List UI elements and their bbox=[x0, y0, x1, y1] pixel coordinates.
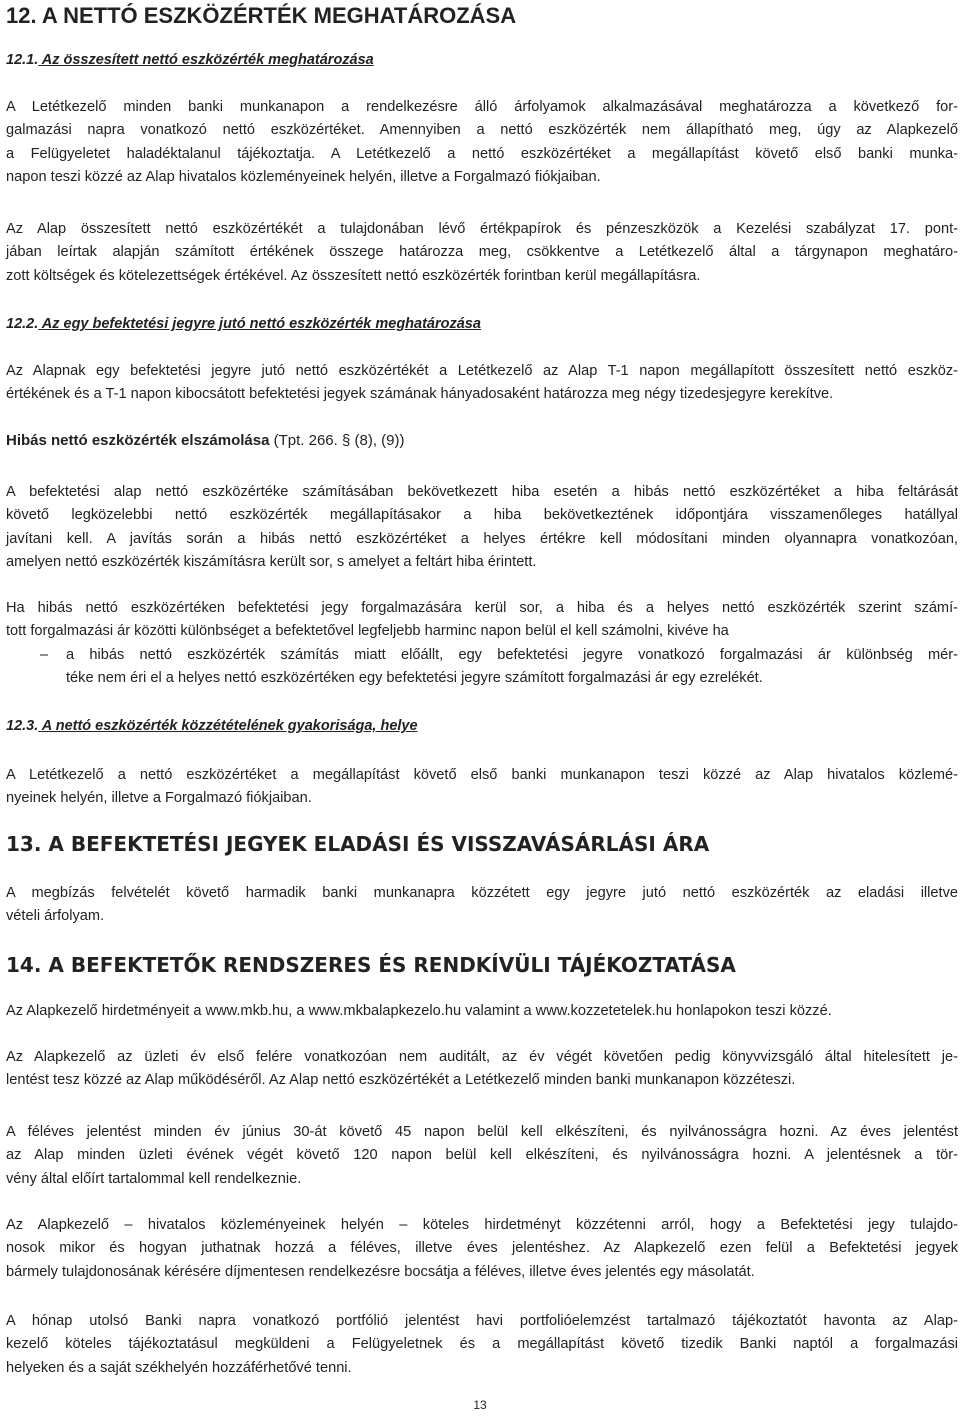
subsection-12-3-number: 12.3. bbox=[6, 718, 39, 734]
section-14-heading: 14. A BEFEKTETŐK RENDSZERES ÉS RENDKÍVÜLI TÁJÉKOZTATÁSA bbox=[6, 953, 736, 977]
subsection-12-1-title: Az összesített nettó eszközérték meghatározása bbox=[41, 52, 374, 68]
subheading-error-settlement bbox=[6, 432, 405, 449]
paragraph-line: vény által előírt tartalommal kell rendelkeznie. bbox=[6, 1170, 302, 1187]
paragraph-12-2-b bbox=[6, 481, 958, 574]
subsection-12-3-heading bbox=[6, 718, 418, 734]
paragraph-line: A Letétkezelő a nettó eszközértéket a megállapítást követő első banki munkanapon teszi közzé az Alap hivatalos közlemé- bbox=[6, 767, 958, 783]
paragraph-line: helyeken és a saját székhelyén hozzáférhetővé tenni. bbox=[6, 1359, 352, 1376]
paragraph-line: javítani kell. A javítás során a hibás nettó eszközértéket a helyes értékre kell módosítani minden olyannapra vonatkozóan, bbox=[6, 530, 958, 547]
paragraph-line: nosok mikor és hogyan juthatnak hozzá a féléves, illetve éves jelentéshez. Az Alapkezelő ezen felül a Befektetési jegyek bbox=[6, 1240, 958, 1257]
paragraph-line: lentést tesz közzé az Alap működéséről. Az Alap nettó eszközértékét a Letétkezelő minden banki munkanapon közzéteszi. bbox=[6, 1072, 796, 1089]
dash-bullet: – bbox=[40, 647, 49, 663]
paragraph-line: A befektetési alap nettó eszközértéke számításában bekövetkezett hiba esetén a hibás nettó eszközértéket a hiba feltárását bbox=[6, 484, 958, 500]
paragraph-13 bbox=[6, 882, 958, 929]
paragraph-line: az Alap minden üzleti évének végét követő 120 napon belül kell elkészíteni, és nyilvánosságra hozni. A jelentésnek a tör- bbox=[6, 1147, 958, 1164]
page-number: 13 bbox=[473, 1398, 487, 1412]
paragraph-12-1-a bbox=[6, 96, 958, 189]
paragraph-line: Az Alapnak egy befektetési jegyre jutó nettó eszközértékét a Letétkezelő az Alap T-1 napon megállapított összesített nettó eszköz- bbox=[6, 363, 958, 379]
paragraph-14-d bbox=[6, 1214, 958, 1284]
paragraph-12-3 bbox=[6, 764, 958, 811]
list-item-body bbox=[66, 644, 958, 691]
paragraph-line: galmazási napra vonatkozó nettó eszközértéket. Amennyiben a nettó eszközérték nem állapítható meg, úgy az Alapkezelő bbox=[6, 122, 958, 139]
paragraph-line: Az Alap összesített nettó eszközértékét a tulajdonában lévő értékpapírok és pénzeszközök a Kezelési szabályzat 17. pont- bbox=[6, 221, 958, 237]
paragraph-line: jában leírtak alapján számított értékének összege határozza meg, csökkentve a Letétkezelő által a tárgynapon meghatáro- bbox=[6, 244, 958, 261]
paragraph-line: Az Alapkezelő az üzleti év első felére vonatkozóan nem auditált, az év végét követően pedig könyvvizsgáló által hitelesített je- bbox=[6, 1049, 958, 1065]
subheading-rest: (Tpt. 266. § (8), (9)) bbox=[269, 432, 405, 449]
subsection-12-2-number: 12.2. bbox=[6, 316, 39, 332]
subsection-12-3-title: A nettó eszközérték közzétételének gyakorisága, helye bbox=[41, 718, 418, 734]
subheading-bold: Hibás nettó eszközérték elszámolása bbox=[6, 432, 270, 449]
paragraph-14-a bbox=[6, 1000, 958, 1023]
paragraph-14-e bbox=[6, 1310, 958, 1380]
list-item-line: téke nem éri el a helyes nettó eszközértéken egy befektetési jegyre számított forgalmazási ár egy ezrelékét. bbox=[66, 670, 763, 687]
paragraph-12-2-c bbox=[6, 597, 958, 644]
subsection-12-1-heading bbox=[6, 52, 374, 68]
paragraph-line: A hónap utolsó Banki napra vonatkozó portfólió jelentést havi portfolióelemzést tartalmazó tájékoztatót havonta az Alap- bbox=[6, 1313, 958, 1329]
paragraph-line: követő legközelebbi nettó eszközérték megállapításakor a hiba bekövetkeztének időpontjára visszamenőleges hatállyal bbox=[6, 507, 958, 524]
paragraph-line: vételi árfolyam. bbox=[6, 908, 105, 925]
paragraph-12-2-a bbox=[6, 360, 958, 407]
paragraph-line: zott költségek és kötelezettségek értékével. Az összesített nettó eszközérték forintban kerül megállapításra. bbox=[6, 267, 701, 284]
section-12-heading: 12. A NETTÓ ESZKÖZÉRTÉK MEGHATÁROZÁSA bbox=[6, 3, 517, 28]
subsection-12-2-title: Az egy befektetési jegyre jutó nettó eszközérték meghatározása bbox=[41, 316, 481, 332]
paragraph-line: bármely tulajdonosának kérésére díjmentesen rendelkezésre bocsátja a féléves, illetve éves jelentés egy másolatát. bbox=[6, 1263, 755, 1280]
paragraph-12-1-b bbox=[6, 218, 958, 288]
paragraph-line: a Felügyeletet haladéktalanul tájékoztatja. A Letétkezelő a nettó eszközértéket a megállapítást követő első banki munka- bbox=[6, 145, 958, 162]
paragraph-line: nyeinek helyén, illetve a Forgalmazó fiókjaiban. bbox=[6, 790, 312, 807]
subsection-12-1-number: 12.1. bbox=[6, 52, 39, 68]
paragraph-line: értékének és a T-1 napon kibocsátott befektetési jegyek számának hányadosaként határozza meg négy tizedesjegyre kerekítve. bbox=[6, 386, 834, 403]
subsection-12-2-heading bbox=[6, 316, 481, 332]
paragraph-line: A féléves jelentést minden év június 30-át követő 45 napon belül kell elkészíteni, és nyilvánosságra hozni. Az éves jelentést bbox=[6, 1124, 958, 1140]
list-item-line: a hibás nettó eszközérték számítás miatt előállt, egy befektetési jegyre vonatkozó forgalmazási ár különbség mér- bbox=[66, 647, 958, 663]
paragraph-line: amelyen nettó eszközérték kiszámításra került sor, s amelyet a feltárt hiba érintett. bbox=[6, 553, 537, 570]
list-item bbox=[6, 644, 958, 691]
paragraph-line: Az Alapkezelő – hivatalos közleményeinek helyén – köteles hirdetményt közzétenni arról, hogy a Befektetési jegy tulajdo- bbox=[6, 1217, 958, 1233]
paragraph-line: A megbízás felvételét követő harmadik banki munkanapra közzétett egy jegyre jutó nettó eszközérték az eladási illetve bbox=[6, 885, 958, 901]
section-13-heading: 13. A BEFEKTETÉSI JEGYEK ELADÁSI ÉS VISSZAVÁSÁRLÁSI ÁRA bbox=[6, 832, 710, 856]
paragraph-line: A Letétkezelő minden banki munkanapon a rendelkezésre álló árfolyamok alkalmazásával meghatározza a következő for- bbox=[6, 99, 958, 115]
paragraph-14-b bbox=[6, 1046, 958, 1093]
paragraph-line: Ha hibás nettó eszközértéken befektetési jegy forgalmazására kerül sor, a hiba és a helyes nettó eszközérték szerint számí- bbox=[6, 600, 958, 616]
paragraph-line: napon teszi közzé az Alap hivatalos közleményeinek helyén, illetve a Forgalmazó fiókjaiban. bbox=[6, 168, 601, 185]
paragraph-14-c bbox=[6, 1121, 958, 1191]
paragraph-line: kezelő köteles tájékoztatásul megküldeni a Felügyeletnek és a megállapítást követő tizedik Banki naptól a forgalmazási bbox=[6, 1336, 958, 1353]
paragraph-line: Az Alapkezelő hirdetményeit a www.mkb.hu, a www.mkbalapkezelo.hu valamint a www.kozzetetelek.hu honlapokon teszi közzé. bbox=[6, 1003, 832, 1019]
paragraph-line: tott forgalmazási ár közötti különbséget a befektetővel legfeljebb harminc napon belül el kell számolni, kivéve ha bbox=[6, 623, 729, 640]
